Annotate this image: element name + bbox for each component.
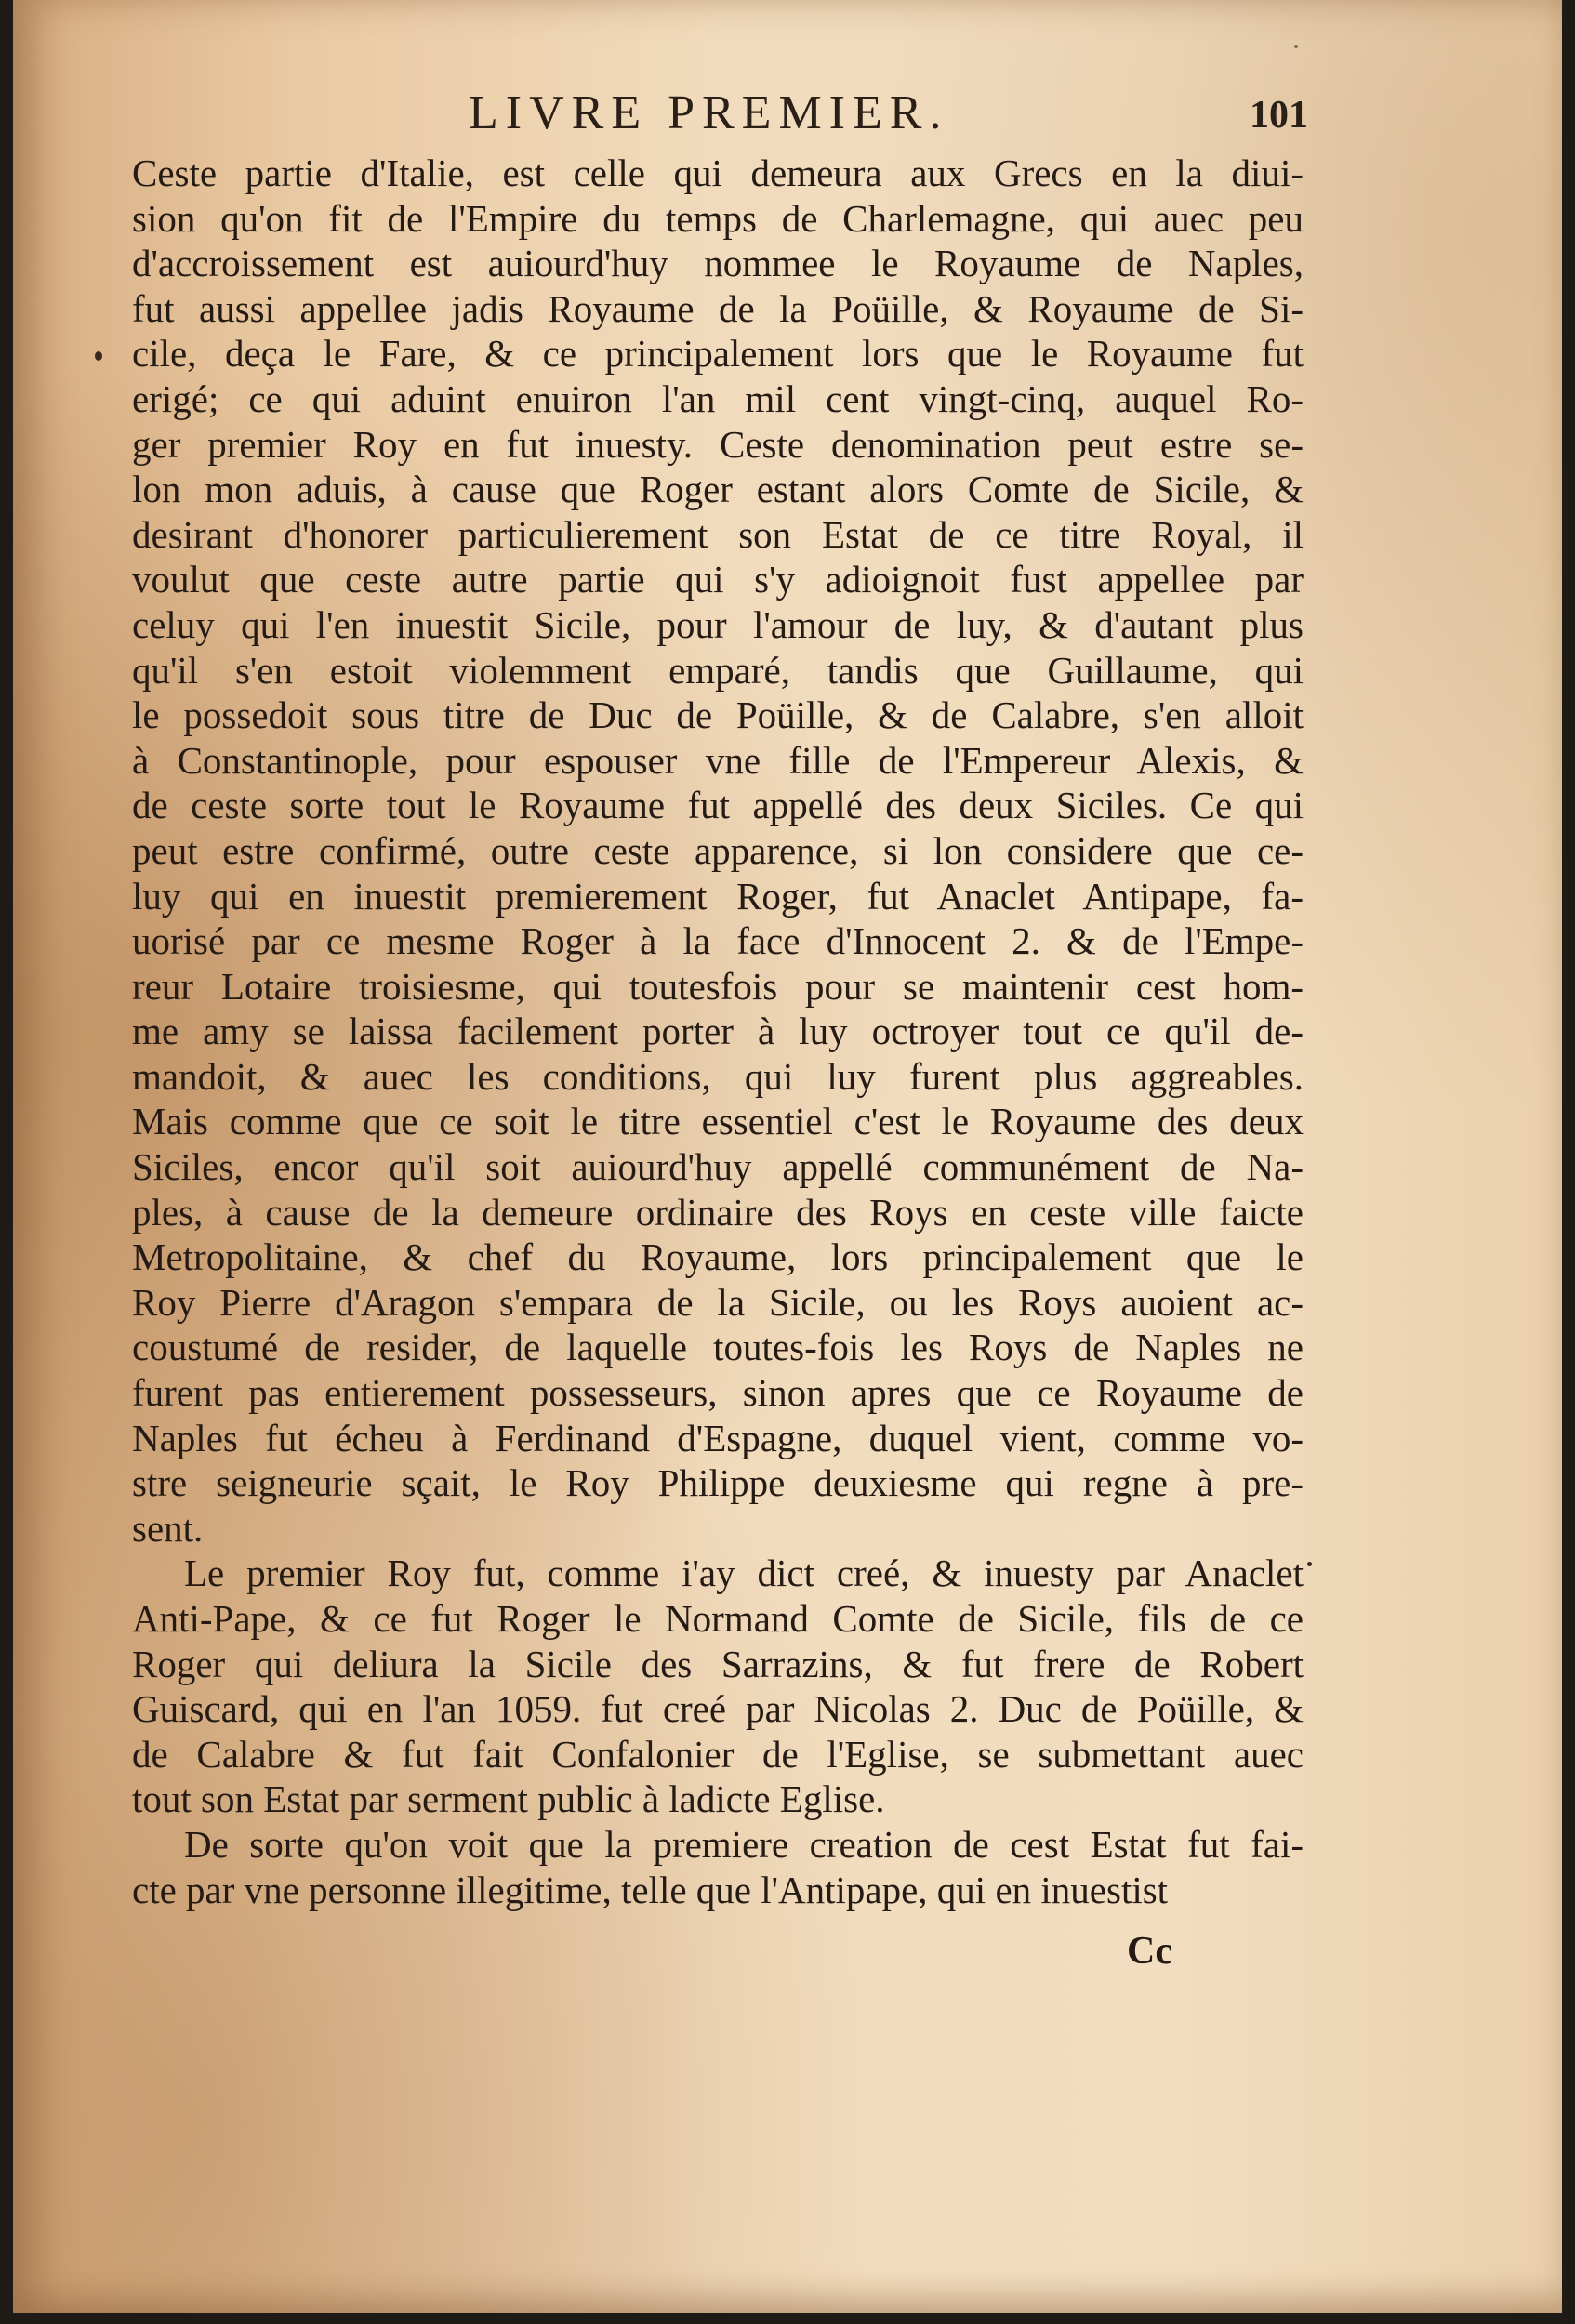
body-text bbox=[132, 151, 1304, 1912]
signature-mark: Cc bbox=[1127, 1930, 1172, 1973]
paragraph bbox=[132, 151, 1304, 1551]
text-line: ples, à cause de la demeure ordinaire des Roys en ceste ville faicte bbox=[132, 1190, 1304, 1234]
text-line: coustumé de resider, de laquelle toutes-fois les Roys de Naples ne bbox=[132, 1326, 1304, 1369]
text-line: desirant d'honorer particulierement son Estat de ce titre Royal, il bbox=[132, 512, 1304, 556]
text-line: reur Lotaire troisiesme, qui toutesfois pour se maintenir cest hom- bbox=[132, 964, 1304, 1008]
text-line: cile, deça le Fare, & ce principalement lors que le Royaume fut bbox=[132, 332, 1304, 376]
text-line: le possedoit sous titre de Duc de Poüille, & de Calabre, s'en alloit bbox=[132, 693, 1304, 737]
ink-speck bbox=[95, 351, 102, 361]
text-line: luy qui en inuestit premierement Roger, fut Anaclet Antipape, fa- bbox=[132, 874, 1304, 918]
text-line: uorisé par ce mesme Roger à la face d'Innocent 2. & de l'Empe- bbox=[132, 919, 1304, 963]
text-line: de ceste sorte tout le Royaume fut appellé des deux Siciles. Ce qui bbox=[132, 784, 1304, 827]
text-line: qu'il s'en estoit violemment emparé, tandis que Guillaume, qui bbox=[132, 648, 1304, 692]
text-line: ger premier Roy en fut inuesty. Ceste denomination peut estre se- bbox=[132, 422, 1304, 466]
text-line: Anti-Pape, & ce fut Roger le Normand Comte de Sicile, fils de ce bbox=[132, 1597, 1304, 1640]
text-line: tout son Estat par serment public à ladicte Eglise. bbox=[132, 1777, 885, 1821]
text-line: de Calabre & fut fait Confalonier de l'Eglise, se submettant auec bbox=[132, 1732, 1304, 1776]
text-line: Le premier Roy fut, comme i'ay dict creé, & inuesty par Anaclet bbox=[184, 1552, 1304, 1595]
text-line: Guiscard, qui en l'an 1059. fut creé par Nicolas 2. Duc de Poüille, & bbox=[132, 1687, 1304, 1731]
text-line: cte par vne personne illegitime, telle que l'Antipape, qui en inuestist bbox=[132, 1868, 1169, 1911]
text-line: lon mon aduis, à cause que Roger estant alors Comte de Sicile, & bbox=[132, 468, 1304, 511]
text-line: furent pas entierement possesseurs, sinon apres que ce Royaume de bbox=[132, 1371, 1304, 1415]
book-page bbox=[13, 0, 1562, 2313]
paragraph bbox=[132, 1551, 1304, 1822]
text-line: erigé; ce qui aduint enuiron l'an mil cent vingt-cinq, auquel Ro- bbox=[132, 376, 1304, 420]
running-title: LIVRE PREMIER. bbox=[469, 86, 949, 139]
text-line: mandoit, & auec les conditions, qui luy furent plus aggreables. bbox=[132, 1054, 1304, 1098]
text-line: à Constantinople, pour espouser vne fille de l'Empereur Alexis, & bbox=[132, 738, 1304, 782]
text-line: Siciles, encor qu'il soit auiourd'huy appellé communément de Na- bbox=[132, 1145, 1304, 1189]
text-line: Ceste partie d'Italie, est celle qui demeura aux Grecs en la diui- bbox=[132, 152, 1304, 194]
text-line: celuy qui l'en inuestit Sicile, pour l'amour de luy, & d'autant plus bbox=[132, 602, 1304, 646]
text-line: Roy Pierre d'Aragon s'empara de la Sicile, ou les Roys auoient ac- bbox=[132, 1280, 1304, 1324]
text-line: Metropolitaine, & chef du Royaume, lors principalement que le bbox=[132, 1235, 1304, 1279]
ink-speck bbox=[1307, 1562, 1312, 1566]
page-header bbox=[13, 86, 1562, 141]
text-line: Roger qui deliura la Sicile des Sarrazins, & fut frere de Robert bbox=[132, 1642, 1304, 1685]
text-line: sent. bbox=[132, 1506, 204, 1550]
text-line: peut estre confirmé, outre ceste apparence, si lon considere que ce- bbox=[132, 828, 1304, 872]
text-line: d'accroissement est auiourd'huy nommee le Royaume de Naples, bbox=[132, 242, 1304, 285]
text-line: sion qu'on fit de l'Empire du temps de Charlemagne, qui auec peu bbox=[132, 196, 1304, 240]
text-line: stre seigneurie sçait, le Roy Philippe deuxiesme qui regne à pre- bbox=[132, 1461, 1304, 1505]
paragraph bbox=[132, 1822, 1304, 1912]
text-line: fut aussi appellee jadis Royaume de la Poüille, & Royaume de Si- bbox=[132, 286, 1304, 330]
text-line: De sorte qu'on voit que la premiere creation de cest Estat fut fai- bbox=[184, 1822, 1304, 1866]
text-line: Naples fut écheu à Ferdinand d'Espagne, duquel vient, comme vo- bbox=[132, 1416, 1304, 1459]
ink-speck bbox=[1294, 45, 1298, 48]
folio-number: 101 bbox=[1250, 94, 1308, 137]
text-line: Mais comme que ce soit le titre essentiel c'est le Royaume des deux bbox=[132, 1100, 1304, 1143]
text-line: me amy se laissa facilement porter à luy octroyer tout ce qu'il de- bbox=[132, 1010, 1304, 1053]
text-line: voulut que ceste autre partie qui s'y adioignoit fust appellee par bbox=[132, 558, 1304, 601]
